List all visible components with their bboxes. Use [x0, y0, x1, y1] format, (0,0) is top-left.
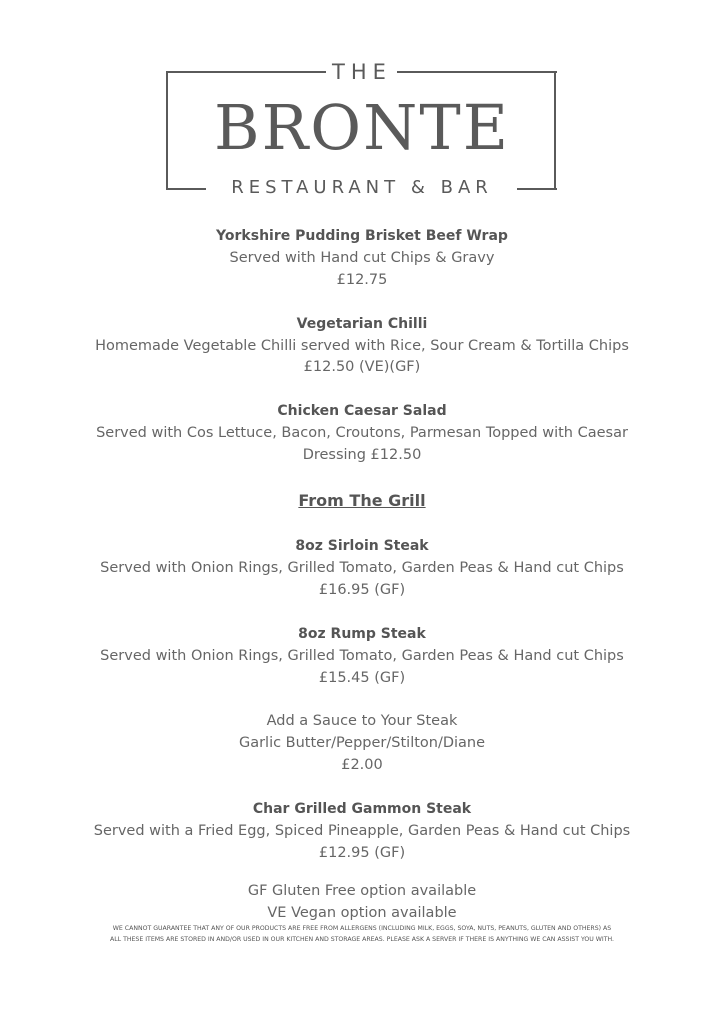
legend-ve: VE Vegan option available [267, 905, 457, 921]
item-desc: Served with Cos Lettuce, Bacon, Croutons, Parmesan Topped with Caesar [96, 425, 628, 441]
item-price: £15.45 (GF) [318, 670, 406, 686]
sauce-options: Garlic Butter/Pepper/Stilton/Diane [238, 735, 486, 751]
logo-subtitle [0, 176, 724, 200]
item-name: Yorkshire Pudding Brisket Beef Wrap [216, 228, 508, 244]
item-name: Chicken Caesar Salad [277, 403, 447, 419]
item-desc: Served with Onion Rings, Grilled Tomato, Garden Peas & Hand cut Chips [100, 560, 624, 576]
item-desc: Homemade Vegetable Chilli served with Rice, Sour Cream & Tortilla Chips [95, 338, 629, 354]
item-name: 8oz Rump Steak [298, 626, 426, 642]
item-desc: Served with a Fried Egg, Spiced Pineapple, Garden Peas & Hand cut Chips [93, 823, 631, 839]
legend-gf: GF Gluten Free option available [247, 883, 477, 899]
logo-name: BRONTE [214, 91, 510, 164]
item-name: Char Grilled Gammon Steak [252, 801, 472, 817]
item-desc: Dressing £12.50 [302, 447, 422, 463]
sauce-title: Add a Sauce to Your Steak [266, 713, 458, 729]
item-desc: Served with Hand cut Chips & Gravy [229, 250, 495, 266]
item-desc: Served with Onion Rings, Grilled Tomato, Garden Peas & Hand cut Chips [100, 648, 624, 664]
item-price: £12.50 (VE)(GF) [303, 359, 421, 375]
item-price: £12.75 [336, 272, 388, 288]
item-name: 8oz Sirloin Steak [295, 538, 429, 554]
item-name: Vegetarian Chilli [296, 316, 428, 332]
logo-subtitle-text: RESTAURANT & BAR [223, 177, 501, 198]
allergen-disclaimer: ALL THESE ITEMS ARE STORED IN AND/OR USED IN OUR KITCHEN AND STORAGE AREAS. PLEASE ASK A SERVER IF THERE IS ANYTHING WE CAN ASSIST YOU WITH. [109, 936, 615, 943]
item-price: £16.95 (GF) [318, 582, 406, 598]
logo-the: THE [332, 60, 392, 84]
allergen-disclaimer: WE CANNOT GUARANTEE THAT ANY OF OUR PRODUCTS ARE FREE FROM ALLERGENS (INCLUDING MILK, EGGS, SOYA, NUTS, PEANUTS, GLUTEN AND OTHERS) AS [112, 925, 612, 932]
sauce-price: £2.00 [341, 757, 383, 773]
item-price: £12.95 (GF) [318, 845, 406, 861]
section-heading: From The Grill [298, 491, 426, 510]
